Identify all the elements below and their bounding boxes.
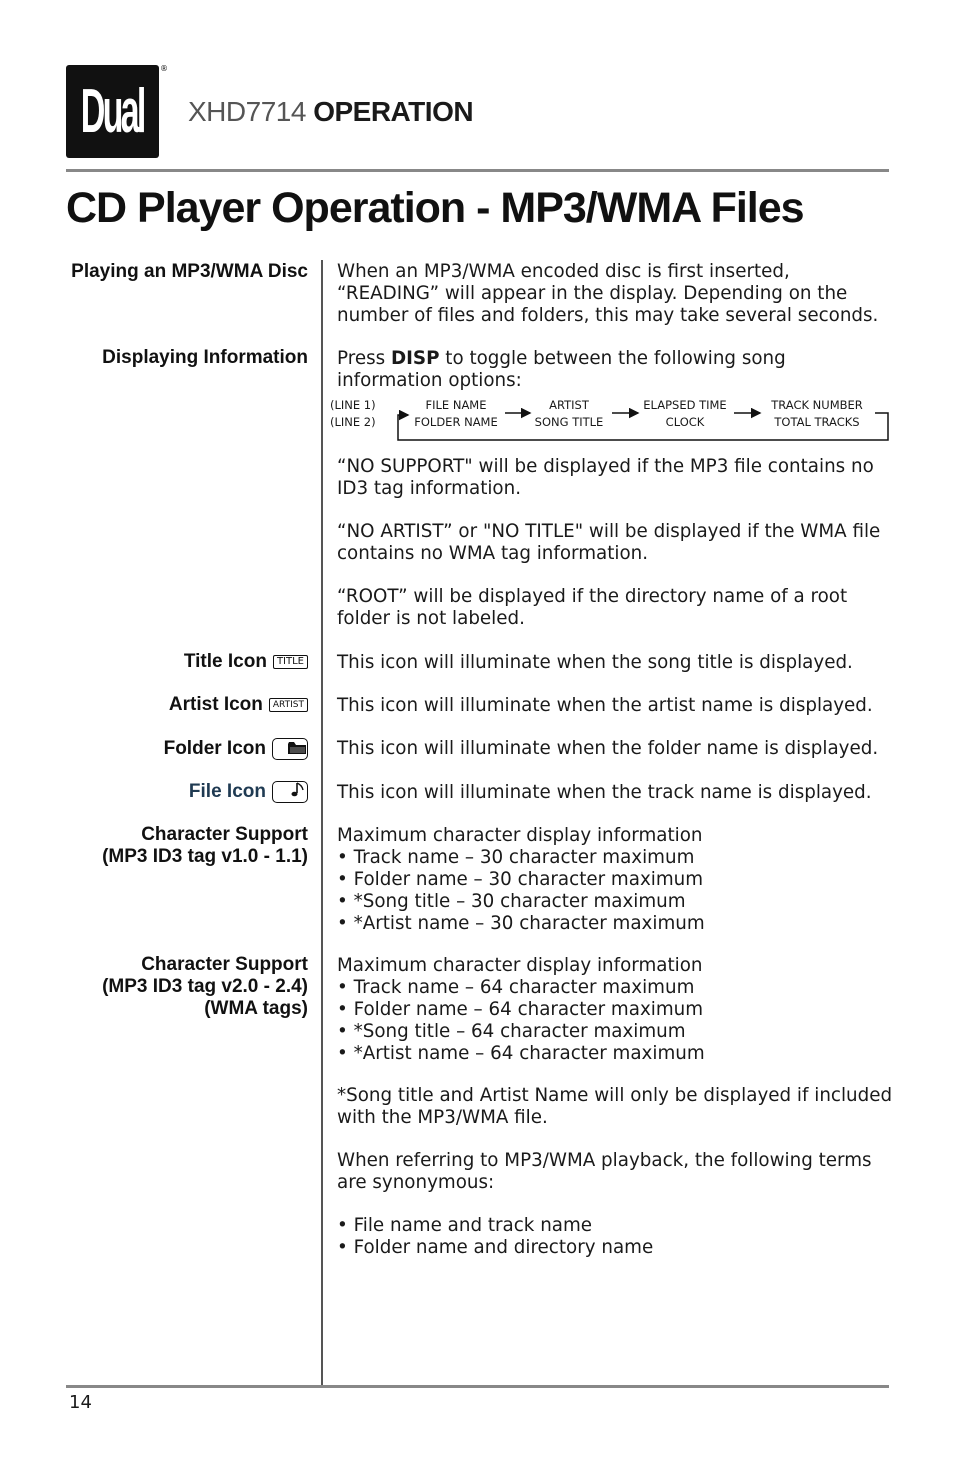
label-file-icon-text: File Icon <box>188 781 266 803</box>
note-root <box>337 586 897 630</box>
folder-icon <box>272 738 308 760</box>
footnote-line-1: *Song title and Artist Name will only be displayed if included <box>337 1085 893 1106</box>
column-divider <box>321 260 323 1387</box>
title-icon-desc: This icon will illuminate when the song title is displayed. <box>337 652 853 673</box>
flow-item-artist-top: ARTIST <box>549 398 589 412</box>
charsupport-v2-line1: Character Support <box>141 954 308 975</box>
label-title-icon <box>184 651 308 673</box>
registered-mark: ® <box>160 64 168 73</box>
note-no-artist-line-1: “NO ARTIST” or "NO TITLE" will be displayed if the WMA file <box>337 521 881 542</box>
footnote-line-2: with the MP3/WMA file. <box>337 1107 548 1128</box>
list-item: • *Artist name – 64 character maximum <box>337 1043 705 1064</box>
charsupport-v2-list <box>337 955 897 1065</box>
note-no-support <box>337 456 897 500</box>
flow-item-artist-bottom: SONG TITLE <box>534 415 604 429</box>
note-no-support-line-2: ID3 tag information. <box>337 478 522 499</box>
note-no-support-line-1: “NO SUPPORT" will be displayed if the MP3 file contains no <box>337 456 874 477</box>
label-folder-icon <box>164 738 308 760</box>
label-displaying: Displaying Information <box>102 347 308 368</box>
flow-line-labels <box>330 397 376 431</box>
top-rule <box>66 169 889 172</box>
display-press: Press <box>337 348 391 369</box>
display-line-2: information options: <box>337 370 522 391</box>
page-number: 14 <box>69 1392 92 1413</box>
section-name: OPERATION <box>313 96 474 127</box>
list-item: • Track name – 30 character maximum <box>337 847 695 868</box>
flow-item-file-bottom: FOLDER NAME <box>414 415 498 429</box>
list-item: • *Artist name – 30 character maximum <box>337 913 705 934</box>
list-item: • Folder name and directory name <box>337 1237 654 1258</box>
charsupport-v1-list <box>337 825 897 935</box>
list-item: • Folder name – 64 character maximum <box>337 999 704 1020</box>
note-root-line-2: folder is not labeled. <box>337 608 525 629</box>
display-cycle-diagram <box>330 397 890 445</box>
list-item: • Track name – 64 character maximum <box>337 977 695 998</box>
note-no-artist <box>337 521 897 565</box>
note-root-line-1: “ROOT” will be displayed if the directory name of a root <box>337 586 848 607</box>
model-number: XHD7714 <box>188 96 306 127</box>
header-title <box>188 96 473 128</box>
list-item: • *Song title – 64 character maximum <box>337 1021 686 1042</box>
list-item: • *Song title – 30 character maximum <box>337 891 686 912</box>
display-rest: to toggle between the following song <box>439 348 786 369</box>
footnote <box>337 1085 897 1129</box>
charsupport-v1-line1: Character Support <box>141 824 308 845</box>
synonyms-intro <box>337 1150 897 1194</box>
charsupport-v2-line2: (MP3 ID3 tag v2.0 - 2.4) <box>102 976 308 997</box>
playing-line-3: number of files and folders, this may take several seconds. <box>337 305 879 326</box>
flow-item-track-bottom: TOTAL TRACKS <box>774 415 860 429</box>
playing-line-1: When an MP3/WMA encoded disc is first inserted, <box>337 261 790 282</box>
label-charsupport-v2 <box>102 954 308 1020</box>
artist-badge-icon: ARTIST <box>269 698 308 712</box>
flow-item-file <box>406 397 506 431</box>
label-folder-icon-text: Folder Icon <box>163 738 266 760</box>
logo-text: Dual <box>81 76 144 146</box>
charsupport-v2-line3: (WMA tags) <box>204 998 308 1019</box>
charsupport-v1-line2: (MP3 ID3 tag v1.0 - 1.1) <box>102 846 308 867</box>
bottom-rule <box>66 1385 889 1388</box>
label-artist-icon-text: Artist Icon <box>168 694 263 715</box>
note-no-artist-line-2: contains no WMA tag information. <box>337 543 649 564</box>
label-artist-icon <box>169 694 308 716</box>
charsupport-v2-heading: Maximum character display information <box>337 955 703 976</box>
list-item: • File name and track name <box>337 1215 593 1236</box>
display-line-1 <box>337 348 897 370</box>
flow-item-time <box>636 397 734 431</box>
file-icon-desc: This icon will illuminate when the track name is displayed. <box>337 782 872 803</box>
label-charsupport-v1 <box>102 824 308 868</box>
playing-line-2: “READING” will appear in the display. Depending on the <box>337 283 848 304</box>
dual-logo <box>66 65 159 158</box>
title-badge-icon: TITLE <box>273 655 308 669</box>
artist-icon-desc: This icon will illuminate when the artist name is displayed. <box>337 695 873 716</box>
page-title: CD Player Operation - MP3/WMA Files <box>66 184 804 232</box>
disp-key: DISP <box>390 348 440 369</box>
list-item: • Folder name – 30 character maximum <box>337 869 704 890</box>
charsupport-v1-heading: Maximum character display information <box>337 825 703 846</box>
flow-item-track-top: TRACK NUMBER <box>771 398 863 412</box>
synonyms-intro-line-1: When referring to MP3/WMA playback, the following terms <box>337 1150 872 1171</box>
music-note-icon <box>272 781 308 803</box>
synonyms-list <box>337 1215 897 1259</box>
flow-item-track <box>762 397 872 431</box>
flow-line1-label: (LINE 1) <box>330 398 376 412</box>
flow-item-artist <box>526 397 612 431</box>
playing-paragraph <box>337 261 897 327</box>
synonyms-intro-line-2: are synonymous: <box>337 1172 495 1193</box>
display-paragraph <box>337 348 897 392</box>
label-playing: Playing an MP3/WMA Disc <box>71 261 308 282</box>
flow-item-time-top: ELAPSED TIME <box>643 398 727 412</box>
label-file-icon <box>189 781 308 803</box>
flow-item-time-bottom: CLOCK <box>665 415 705 429</box>
label-title-icon-text: Title Icon <box>183 651 267 672</box>
flow-item-file-top: FILE NAME <box>425 398 487 412</box>
folder-icon-desc: This icon will illuminate when the folder name is displayed. <box>337 738 879 759</box>
flow-line2-label: (LINE 2) <box>330 415 376 429</box>
